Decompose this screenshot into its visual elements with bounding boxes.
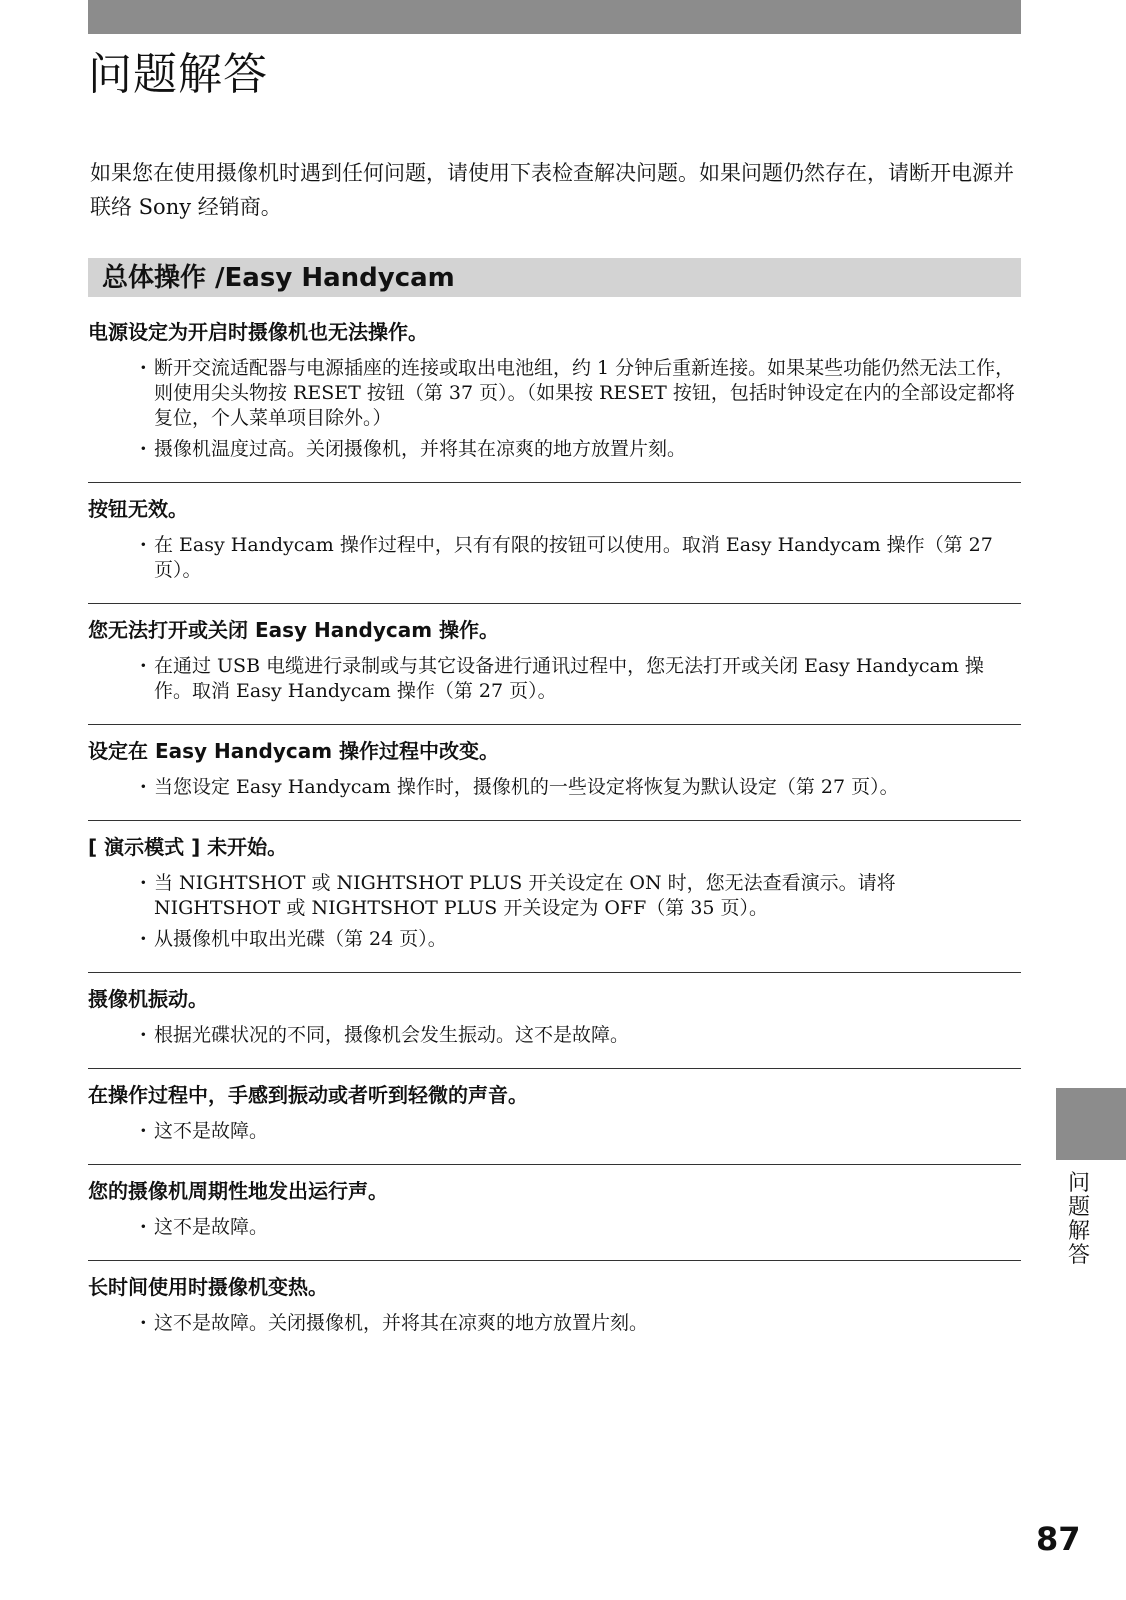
side-tab (1056, 1088, 1126, 1160)
answer-list (88, 533, 1021, 583)
answer-item: · 断开交流适配器与电源插座的连接或取出电池组，约 1 分钟后重新连接。如果某些功能仍然无法工作，则使用尖头物按 RESET 按钮（第 37 页）。（如果按 RESET 按钮，包括时钟设定在内的全部设定都将复位，个人菜单项目除外。） (140, 356, 1021, 431)
qa-item (88, 1164, 1021, 1240)
question: 设定在 Easy Handycam 操作过程中改变。 (88, 739, 500, 763)
qa-item (88, 724, 1021, 800)
question: 按钮无效。 (88, 497, 188, 521)
answer-item: · 当 NIGHTSHOT 或 NIGHTSHOT PLUS 开关设定在 ON 时，您无法查看演示。请将 NIGHTSHOT 或 NIGHTSHOT PLUS 开关设定为 OFF（第 35 页）。 (140, 871, 1021, 921)
question: 您的摄像机周期性地发出运行声。 (88, 1179, 388, 1203)
answer-list (88, 654, 1021, 704)
answer-item: · 在 Easy Handycam 操作过程中，只有有限的按钮可以使用。取消 Easy Handycam 操作（第 27 页）。 (140, 533, 1021, 583)
qa-item (88, 820, 1021, 952)
question: 摄像机振动。 (88, 987, 208, 1011)
answer-item: · 当您设定 Easy Handycam 操作时，摄像机的一些设定将恢复为默认设定（第 27 页）。 (140, 775, 1021, 800)
qa-item (88, 972, 1021, 1048)
header-bar (88, 0, 1021, 34)
question: 您无法打开或关闭 Easy Handycam 操作。 (88, 618, 500, 642)
answer-item: · 在通过 USB 电缆进行录制或与其它设备进行通讯过程中，您无法打开或关闭 Easy Handycam 操作。取消 Easy Handycam 操作（第 27 页）。 (140, 654, 1021, 704)
answer-item: · 这不是故障。关闭摄像机，并将其在凉爽的地方放置片刻。 (140, 1311, 1021, 1336)
section-title: 总体操作 /Easy Handycam (102, 263, 455, 293)
answer-item: · 摄像机温度过高。关闭摄像机，并将其在凉爽的地方放置片刻。 (140, 437, 1021, 462)
question: 电源设定为开启时摄像机也无法操作。 (88, 320, 428, 344)
page-number: 87 (1036, 1520, 1081, 1558)
answer-list (88, 1119, 1021, 1144)
answer-list (88, 1023, 1021, 1048)
question: 长时间使用时摄像机变热。 (88, 1275, 328, 1299)
qa-list (88, 318, 1021, 1342)
qa-item (88, 318, 1021, 462)
question: [ 演示模式 ] 未开始。 (88, 835, 288, 859)
answer-item: · 根据光碟状况的不同，摄像机会发生振动。这不是故障。 (140, 1023, 1021, 1048)
answer-list (88, 356, 1021, 462)
intro-paragraph: 如果您在使用摄像机时遇到任何问题，请使用下表检查解决问题。如果问题仍然存在，请断开电源并联络 Sony 经销商。 (90, 161, 1014, 219)
qa-item (88, 482, 1021, 583)
page-title: 问题解答 (88, 49, 268, 100)
answer-list (88, 1215, 1021, 1240)
answer-item: · 从摄像机中取出光碟（第 24 页）。 (140, 927, 1021, 952)
answer-item: · 这不是故障。 (140, 1215, 1021, 1240)
question: 在操作过程中，手感到振动或者听到轻微的声音。 (88, 1083, 528, 1107)
answer-list (88, 871, 1021, 952)
qa-item (88, 1260, 1021, 1336)
qa-item (88, 603, 1021, 704)
answer-list (88, 775, 1021, 800)
answer-list (88, 1311, 1021, 1336)
qa-item (88, 1068, 1021, 1144)
answer-item: · 这不是故障。 (140, 1119, 1021, 1144)
side-tab-label: 问题解答 (1067, 1171, 1090, 1268)
